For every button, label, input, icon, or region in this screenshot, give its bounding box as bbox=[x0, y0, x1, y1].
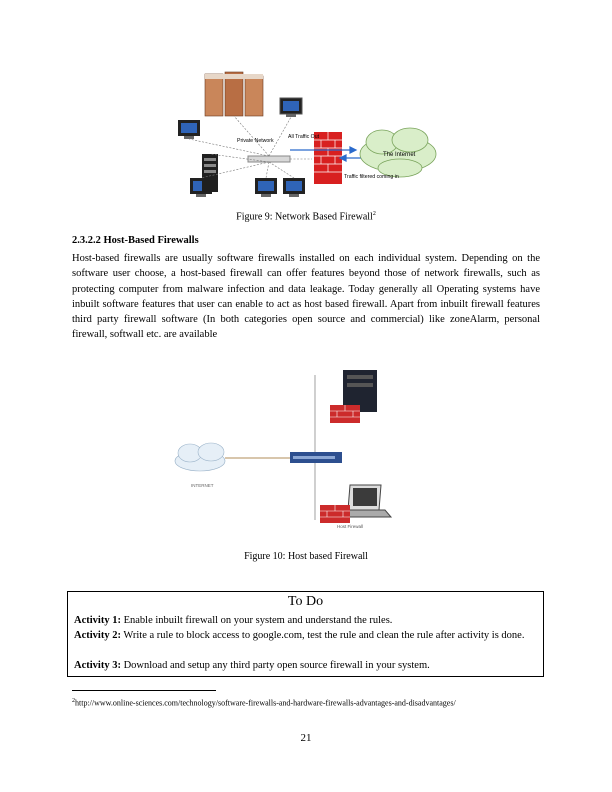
figure-10-host-firewall-diagram bbox=[165, 365, 395, 530]
network-switch-icon bbox=[290, 452, 342, 463]
label-all-traffic: All Traffic Out bbox=[288, 134, 320, 140]
server-rack-icon bbox=[205, 72, 263, 116]
label-traffic-filtered: Traffic filtered coming in bbox=[344, 174, 399, 180]
switch-icon bbox=[248, 156, 290, 162]
computer-icon bbox=[280, 98, 302, 117]
label-private-network: Private Network bbox=[237, 138, 274, 144]
figure-10-caption: Figure 10: Host based Firewall bbox=[244, 551, 368, 562]
label-internet: The Internet bbox=[383, 152, 416, 158]
tower-server-icon bbox=[202, 154, 218, 192]
label-cloud: INTERNET bbox=[191, 483, 214, 488]
todo-box bbox=[67, 591, 544, 677]
label-laptop: Host Firewall bbox=[337, 524, 364, 529]
computer-icon bbox=[255, 178, 277, 197]
figure-9-network-firewall-diagram bbox=[170, 70, 445, 210]
activity-item: Activity 3: Download and setup any third party open source firewall in your system. bbox=[74, 660, 430, 671]
todo-title: To Do bbox=[287, 594, 324, 609]
page-number: 21 bbox=[300, 732, 312, 744]
activity-item: Activity 1: Enable inbuilt firewall on your system and understand the rules. bbox=[74, 615, 393, 626]
activity-item: Activity 2: Write a rule to block access to google.com, test the rule and clean the rule after activity is done. bbox=[74, 630, 525, 641]
internet-cloud-icon bbox=[175, 443, 225, 471]
figure-9-caption: Figure 9: Network Based Firewall$^2$ bbox=[236, 211, 376, 223]
brick-firewall-icon bbox=[330, 405, 360, 423]
brick-firewall-icon bbox=[320, 505, 350, 523]
footnote: $^2$http://www.online-sciences.com/technology/software-firewalls-and-hardware-firewalls-advantages-and-disadvantages/ bbox=[72, 698, 456, 708]
section-paragraph: Host-based firewalls are usually software firewalls installed on each individual system. Depending on the software user choose, a host-based firewall can offer features beyond those of network firewalls, such as protecting computer from malware infection and data leakage. Today generally all Operating systems have inbuilt software features that user can enable to act as host based firewall. Apart from inbuilt firewall features third party firewall software (In both categories open source and commercial) like zoneAlarm, personal firewall, softwall etc. are available bbox=[72, 253, 540, 341]
computer-icon bbox=[283, 178, 305, 197]
computer-icon bbox=[178, 120, 200, 139]
footnote-divider bbox=[72, 690, 216, 691]
section-heading: 2.3.2.2 Host-Based Firewalls bbox=[72, 235, 199, 246]
